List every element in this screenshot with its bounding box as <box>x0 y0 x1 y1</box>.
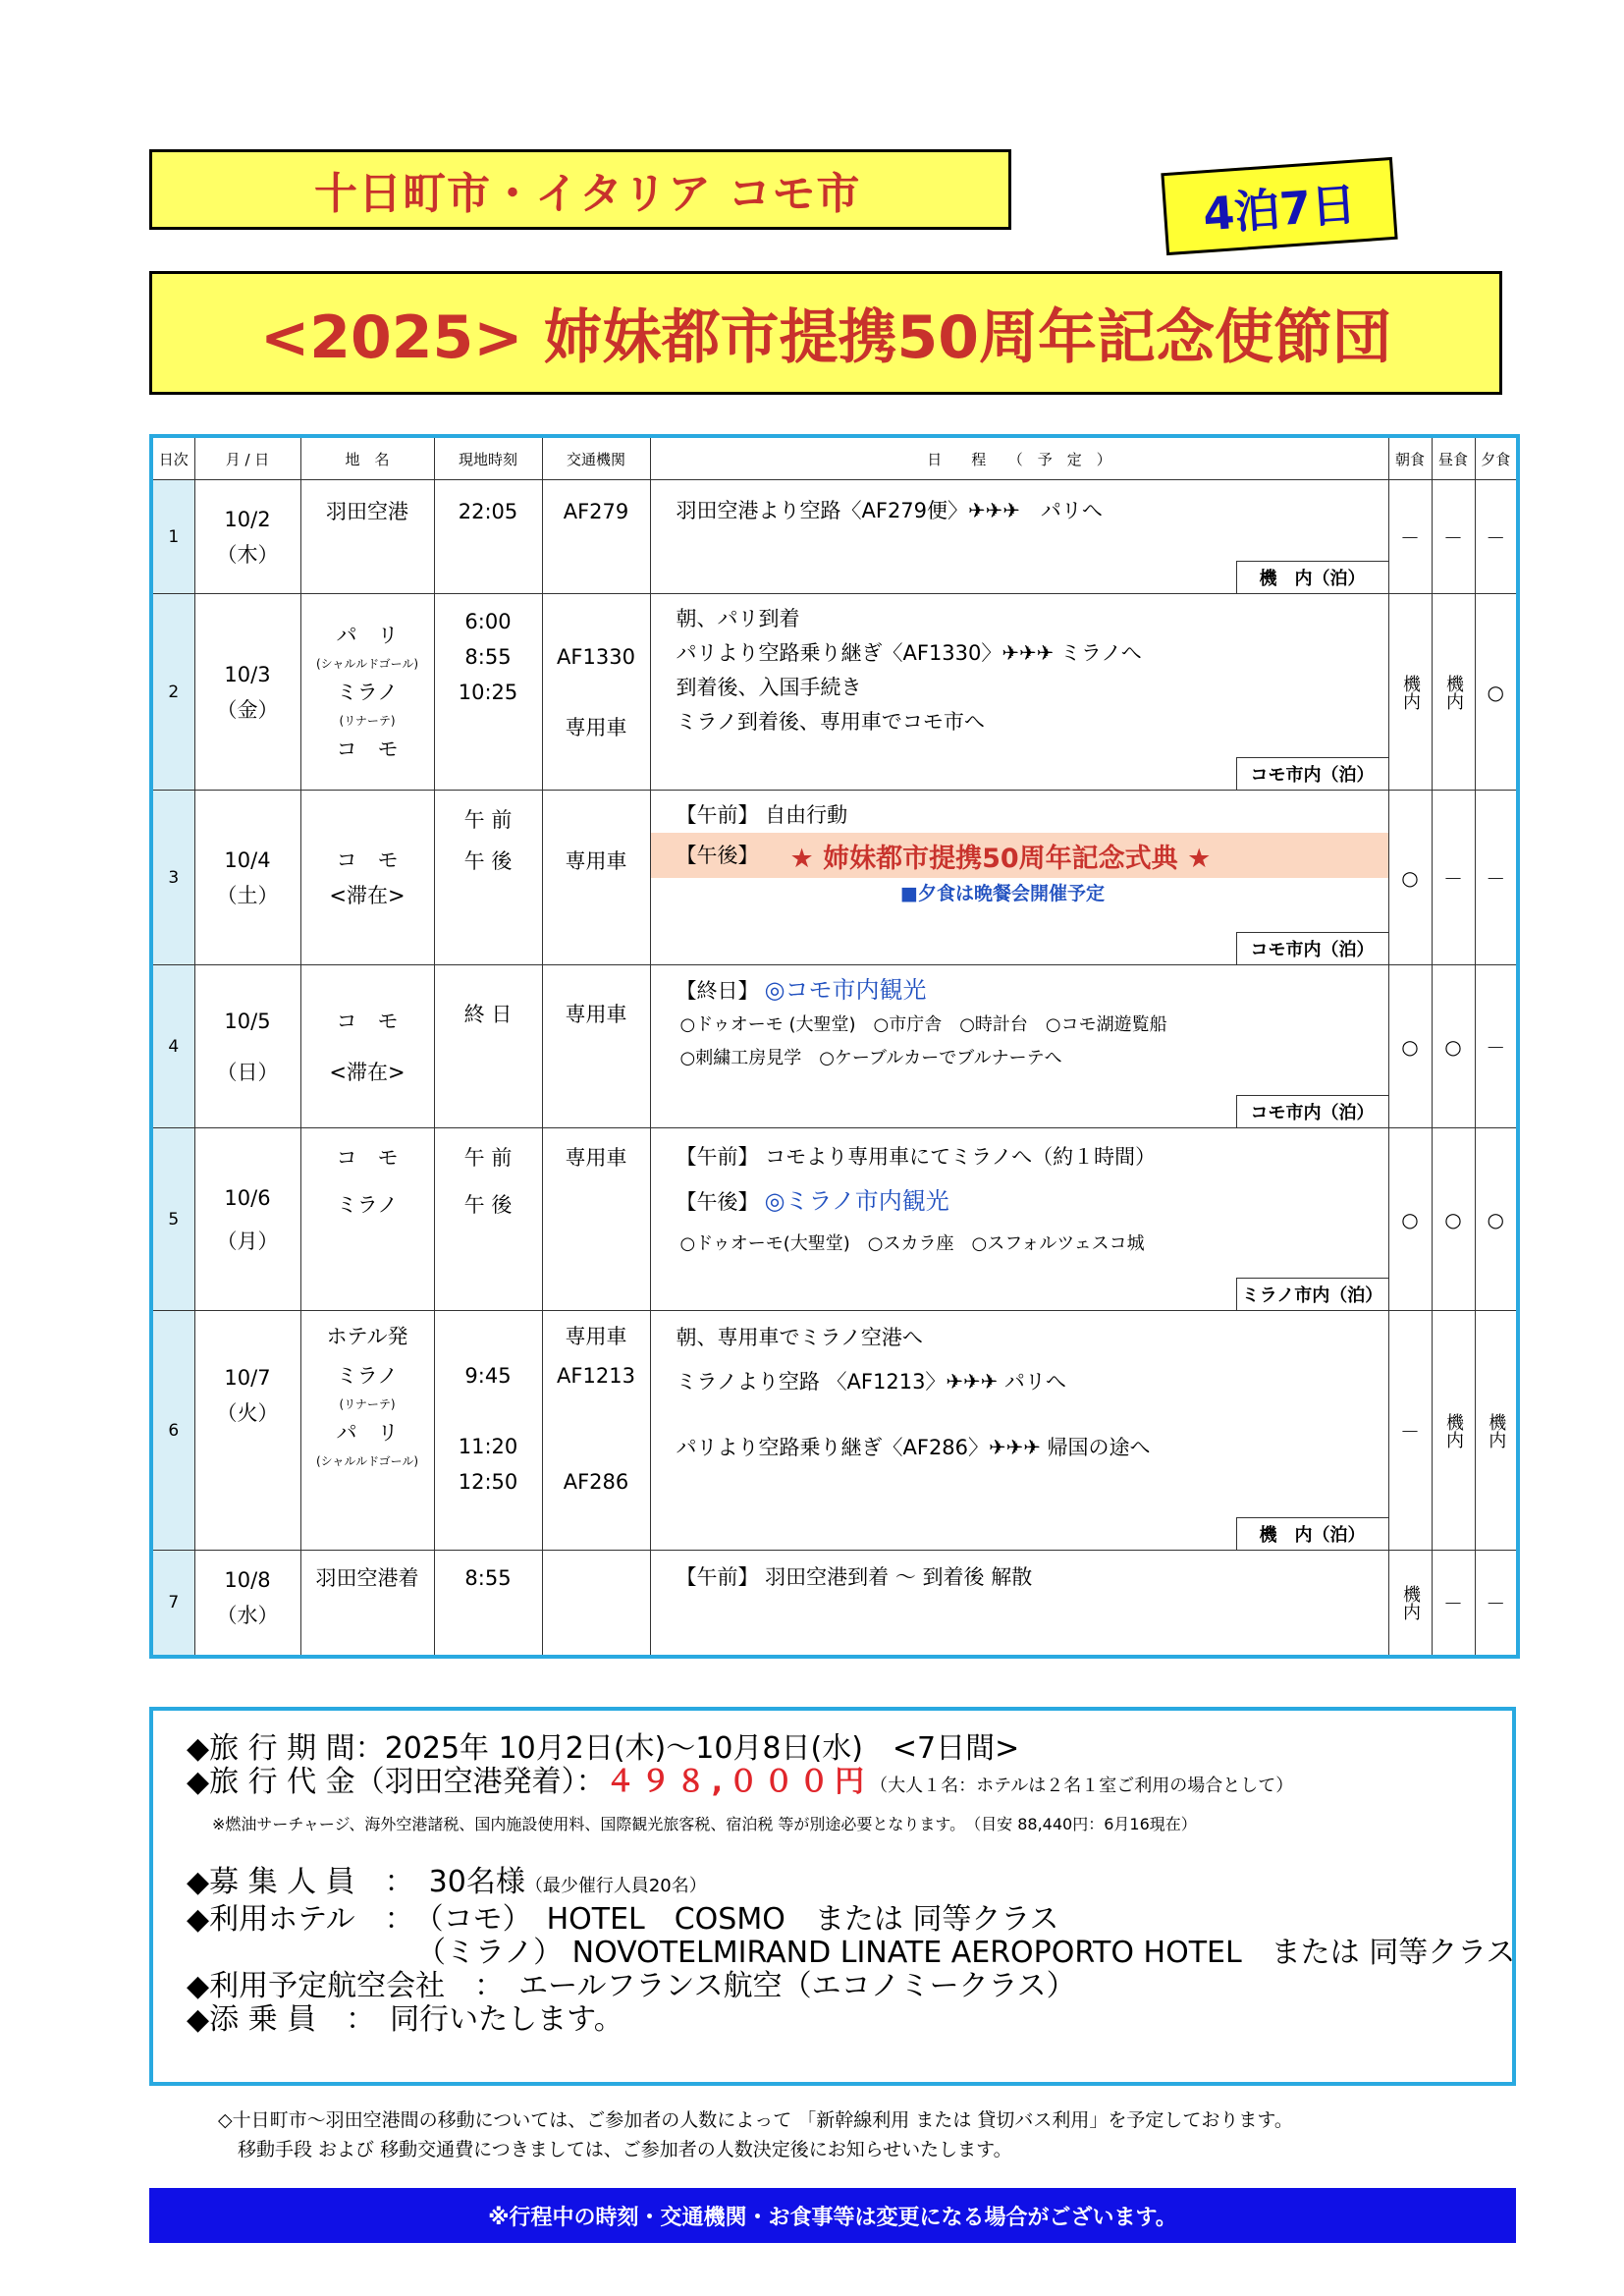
lunch: 機内 <box>1443 674 1464 710</box>
place-sub: <滞在> <box>329 1060 406 1084</box>
schedule-line: 羽田空港より空路〈AF279便〉✈✈✈ パリへ <box>676 499 1103 522</box>
schedule-line: パリより空路乗り継ぎ〈AF286〉✈✈✈ 帰国の途へ <box>676 1436 1151 1459</box>
day-number: 5 <box>151 1128 194 1311</box>
day-number: 7 <box>151 1551 194 1657</box>
recruit-note: （最少催行人員20名） <box>524 1876 707 1896</box>
travel-info-box <box>149 1707 1516 2086</box>
itinerary-table <box>149 434 1520 1659</box>
weekday: （日） <box>216 1060 279 1084</box>
tour-spots: ○ドゥオーモ(大聖堂) ○スカラ座 ○スフォルツェスコ城 <box>679 1233 1145 1254</box>
time: 10:25 <box>458 681 518 704</box>
hotel-1: ◆利用ホテル ： （コモ） HOTEL COSMO または 同等クラス <box>187 1902 1059 1937</box>
breakfast: 機内 <box>1400 1584 1421 1620</box>
day-number: 2 <box>151 594 194 791</box>
transport: AF286 <box>563 1470 629 1494</box>
schedule-line: 【午前】 羽田空港到着 ～ 到着後 解散 <box>676 1565 1033 1589</box>
date: 10/7 <box>224 1366 271 1390</box>
weekday: （土） <box>216 883 279 907</box>
table-row <box>151 594 1518 791</box>
schedule-line: パリより空路乗り継ぎ〈AF1330〉✈✈✈ ミラノへ <box>676 641 1142 665</box>
schedule-line: 朝、パリ到着 <box>676 607 800 630</box>
travel-period <box>187 1732 1512 1766</box>
dinner: ○ <box>1475 1128 1518 1311</box>
transport: 専用車 <box>565 1003 627 1026</box>
table-row <box>151 1311 1518 1551</box>
table-header <box>151 436 1518 480</box>
transport: AF279 <box>563 500 629 523</box>
dinner: ○ <box>1475 594 1518 791</box>
lunch: － <box>1432 791 1475 965</box>
time: 9:45 <box>464 1364 512 1388</box>
transfer-note-2: 移動手段 および 移動交通費につきましては、ご参加者の人数決定後にお知らせいたします。 <box>238 2139 1012 2160</box>
transport: 専用車 <box>565 1146 627 1170</box>
transport: 専用車 <box>565 1325 627 1348</box>
schedule-line: 到着後、入国手続き <box>676 676 862 699</box>
place-sub: (シャルルドゴール) <box>315 656 419 671</box>
ceremony-title: ★ 姉妹都市提携50周年記念式典 ★ <box>789 843 1212 874</box>
time: 22:05 <box>458 500 518 523</box>
overnight-label: 機 内（泊） <box>1236 1517 1389 1551</box>
date: 10/5 <box>224 1009 271 1033</box>
header-dinner: 夕食 <box>1475 436 1518 480</box>
time: 終 日 <box>463 1003 513 1026</box>
header-time: 現地時刻 <box>434 436 542 480</box>
price-note: （大人１名：ホテルは２名１室ご利用の場合として） <box>870 1776 1294 1796</box>
place: 羽田空港着 <box>315 1566 419 1590</box>
lunch: － <box>1432 480 1475 594</box>
airline: ◆利用予定航空会社 ： エールフランス航空（エコノミークラス） <box>187 1969 1076 2003</box>
table-row <box>151 1551 1518 1657</box>
schedule-line: 【午前】 自由行動 <box>676 803 848 827</box>
main-title: <2025> 姉妹都市提携50周年記念使節団 <box>149 271 1502 395</box>
tour-title: ◎ミラノ市内観光 <box>764 1187 949 1215</box>
tour-spots: ○ドゥオーモ (大聖堂) ○市庁舎 ○時計台 ○コモ湖遊覧船 <box>679 1014 1167 1035</box>
fee-note: ※燃油サーチャージ、海外空港諸税、国内施設使用料、国際観光旅客税、宿泊税 等が別途必要となります。 （目安 88,440円：6月16現在） <box>212 1815 1197 1833</box>
overnight-label: ミラノ市内（泊） <box>1236 1278 1389 1311</box>
breakfast: ○ <box>1388 1128 1432 1311</box>
table-row <box>151 791 1518 965</box>
time: 8:55 <box>464 1566 512 1590</box>
table-row <box>151 1128 1518 1311</box>
place: コ モ <box>336 1009 399 1033</box>
place-sub: (リナーテ) <box>339 713 396 728</box>
schedule-line: ミラノ到着後、専用車でコモ市へ <box>676 710 985 734</box>
date: 10/2 <box>224 507 271 531</box>
place: コ モ <box>336 737 399 761</box>
place: パ リ <box>336 1421 399 1445</box>
time: 午 後 <box>463 1193 513 1217</box>
header-place: 地 名 <box>300 436 434 480</box>
place: コ モ <box>336 1146 399 1170</box>
transport: AF1330 <box>557 645 635 669</box>
day-number: 3 <box>151 791 194 965</box>
place-sub: <滞在> <box>329 883 406 907</box>
tour-title: ◎コモ市内観光 <box>764 976 927 1004</box>
hotel-2: （ミラノ） NOVOTELMIRAND LINATE AEROPORTO HOTEL または 同等クラス <box>416 1936 1516 1970</box>
day-number: 4 <box>151 965 194 1128</box>
lunch: 機内 <box>1443 1412 1464 1449</box>
tour-spots: ○刺繍工房見学 ○ケーブルカーでブルナーテへ <box>679 1048 1062 1068</box>
dinner: － <box>1475 965 1518 1128</box>
dinner: － <box>1475 1551 1518 1657</box>
place-sub: (シャルルドゴール) <box>315 1454 419 1468</box>
breakfast: － <box>1388 1311 1432 1551</box>
change-notice-banner: ※行程中の時刻・交通機関・お食事等は変更になる場合がございます。 <box>149 2188 1516 2243</box>
lunch: ○ <box>1432 1128 1475 1311</box>
schedule-line: ミラノより空路 〈AF1213〉✈✈✈ パリへ <box>676 1370 1066 1394</box>
time: 6:00 <box>464 610 512 633</box>
breakfast: 機内 <box>1400 674 1421 710</box>
breakfast: ○ <box>1388 965 1432 1128</box>
date: 10/6 <box>224 1185 271 1210</box>
transport: AF1213 <box>557 1364 635 1388</box>
dinner: － <box>1475 791 1518 965</box>
transport: 専用車 <box>565 716 627 739</box>
place: コ モ <box>336 847 399 872</box>
place: 羽田空港 <box>326 500 408 523</box>
place: ミラノ <box>336 680 399 704</box>
day-number: 1 <box>151 480 194 594</box>
breakfast: － <box>1388 480 1432 594</box>
time: 12:50 <box>458 1470 518 1494</box>
header-schedule: 日 程 （ 予 定 ） <box>650 436 1388 480</box>
table-row <box>151 480 1518 594</box>
table-row <box>151 965 1518 1128</box>
breakfast: ○ <box>1388 791 1432 965</box>
weekday: （金） <box>216 697 279 722</box>
transfer-note: ◇十日町市～羽田空港間の移動については、ご参加者の人数によって 「新幹線利用 または 貸切バス利用」を予定しております。 <box>218 2109 1293 2131</box>
time: 午 前 <box>463 1146 513 1170</box>
schedule-line: 朝、専用車でミラノ空港へ <box>676 1326 923 1349</box>
date: 10/3 <box>224 662 271 686</box>
weekday: （水） <box>216 1604 279 1627</box>
time: 午 前 <box>463 808 513 832</box>
overnight-label: コモ市内（泊） <box>1236 1095 1389 1128</box>
header-day: 日次 <box>151 436 194 480</box>
place: パ リ <box>336 623 399 647</box>
day-number: 6 <box>151 1311 194 1551</box>
time: 11:20 <box>458 1435 518 1458</box>
place: ミラノ <box>336 1193 399 1217</box>
travel-price <box>187 1766 1512 1803</box>
overnight-label: コモ市内（泊） <box>1236 932 1389 965</box>
dinner: － <box>1475 480 1518 594</box>
header-breakfast: 朝食 <box>1388 436 1432 480</box>
recruit <box>187 1866 1512 1903</box>
weekday: （火） <box>216 1401 279 1425</box>
place: ミラノ <box>336 1364 399 1388</box>
date: 10/4 <box>224 847 271 872</box>
price-value: ４９８,０００円 <box>605 1765 871 1799</box>
date: 10/8 <box>224 1568 271 1592</box>
header-date: 月 / 日 <box>194 436 300 480</box>
city-title: 十日町市・イタリア コモ市 <box>149 149 1011 230</box>
transport: 専用車 <box>565 849 627 873</box>
time: 午 後 <box>463 849 513 873</box>
schedule-label: 【終日】 <box>676 979 759 1003</box>
schedule-line: 【午前】 コモより専用車にてミラノへ（約１時間） <box>676 1145 1157 1169</box>
overnight-label: コモ市内（泊） <box>1236 757 1389 791</box>
header-lunch: 昼食 <box>1432 436 1475 480</box>
weekday: （木） <box>216 542 279 567</box>
escort: ◆添 乗 員 ： 同行いたします。 <box>187 2002 623 2037</box>
time: 8:55 <box>464 645 512 669</box>
dinner-note: ■夕食は晩餐会開催予定 <box>900 883 1105 904</box>
schedule-label: 【午後】 <box>676 843 759 867</box>
duration-badge: 4泊7日 <box>1161 157 1397 255</box>
ceremony-highlight <box>651 833 1388 878</box>
overnight-label: 機 内（泊） <box>1236 561 1389 594</box>
lunch: － <box>1432 1551 1475 1657</box>
period-value: 2025年 10月2日(木)～10月8日(水) <7日間> <box>384 1731 1020 1766</box>
weekday: （月） <box>216 1229 279 1253</box>
header-transport: 交通機関 <box>542 436 650 480</box>
price-label: ◆旅 行 代 金（羽田空港発着）： <box>187 1765 606 1799</box>
dinner: 機内 <box>1486 1412 1507 1449</box>
place: ホテル発 <box>326 1325 408 1348</box>
place-sub: (リナーテ) <box>339 1397 396 1411</box>
recruit-label: ◆募 集 人 員 ： 30名様 <box>187 1865 525 1899</box>
lunch: ○ <box>1432 965 1475 1128</box>
schedule-label: 【午後】 <box>676 1190 759 1214</box>
period-label: ◆旅 行 期 間： <box>187 1731 385 1766</box>
